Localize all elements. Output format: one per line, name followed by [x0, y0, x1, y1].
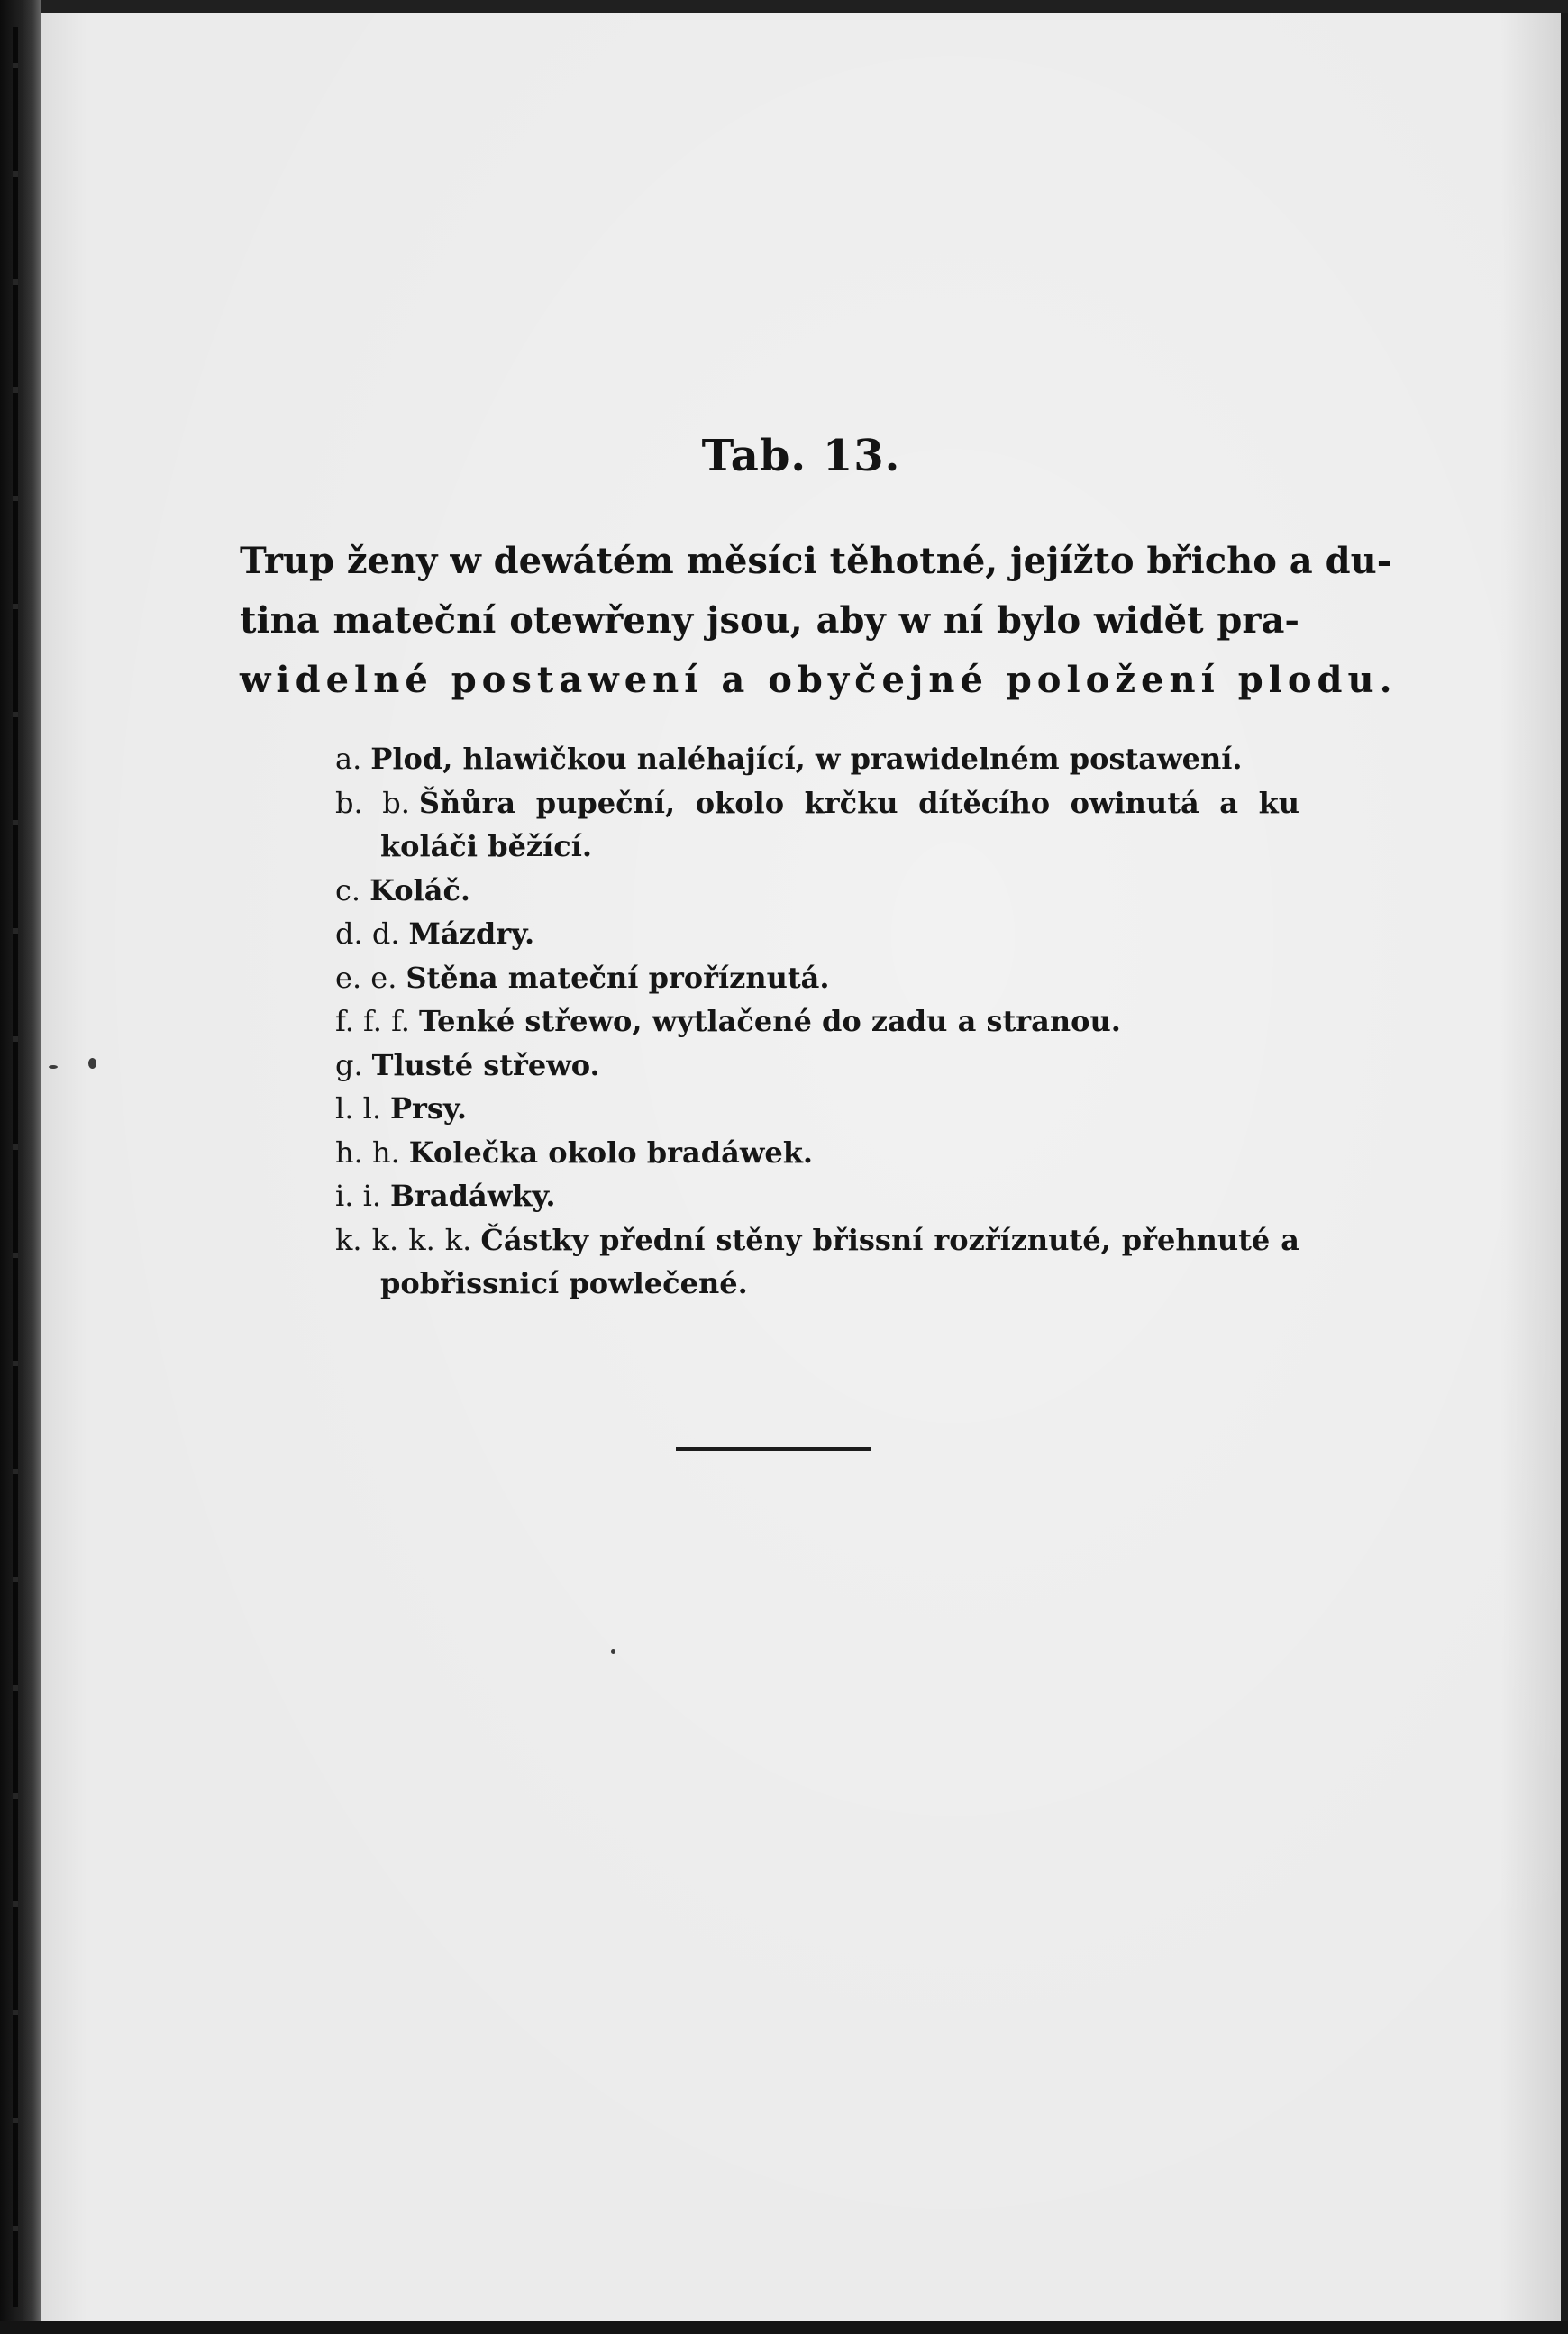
legend-item	[335, 737, 1299, 781]
legend-key: b. b.	[335, 785, 410, 820]
legend-text: Mázdry.	[408, 916, 535, 951]
section-divider	[676, 1447, 871, 1451]
legend-text: Tlusté střewo.	[371, 1047, 600, 1082]
scan-speck	[611, 1649, 615, 1654]
scan-speck	[49, 1065, 58, 1069]
legend-key: f. f. f.	[335, 1004, 410, 1038]
figure-legend	[335, 737, 1299, 1306]
scan-top-edge	[0, 0, 1568, 13]
legend-item	[335, 1087, 1299, 1131]
legend-key: d. d.	[335, 916, 400, 951]
legend-key: i. i.	[335, 1179, 381, 1213]
legend-text: Kolečka okolo bradáwek.	[408, 1135, 814, 1170]
scan-speck	[88, 1058, 96, 1069]
legend-item	[335, 869, 1299, 913]
caption-line-3: widelné postawení a obyčejné položení plodu.	[240, 659, 1398, 701]
legend-key: l. l.	[335, 1091, 381, 1126]
legend-item	[335, 999, 1299, 1044]
legend-item	[335, 1174, 1299, 1218]
book-binding-edge	[0, 0, 41, 2334]
legend-item	[335, 912, 1299, 956]
legend-key: a.	[335, 742, 362, 776]
legend-text: Šňůra pupeční, okolo krčku dítěcího owinutá a ku koláči běžící.	[380, 785, 1299, 863]
legend-text: Koláč.	[369, 872, 471, 907]
scan-bottom-edge	[0, 2321, 1568, 2334]
legend-text: Částky přední stěny břissní rozříznuté, přehnuté a pobřissnicí powlečené.	[380, 1222, 1299, 1300]
caption-line-1: Trup ženy w dewátém měsíci těhotné, jejížto břicho a du-	[240, 540, 1392, 582]
legend-item	[335, 781, 1299, 869]
legend-text: Tenké střewo, wytlačené do zadu a stranou.	[418, 1004, 1121, 1038]
caption-line-2: tina mateční otewřeny jsou, aby w ní bylo widět pra-	[240, 599, 1299, 642]
legend-key: e. e.	[335, 960, 397, 995]
legend-key: g.	[335, 1047, 363, 1082]
plate-caption	[240, 532, 1398, 710]
legend-text: Stěna mateční proříznutá.	[406, 960, 830, 995]
legend-item	[335, 1218, 1299, 1306]
legend-key: h. h.	[335, 1135, 400, 1170]
legend-key: k. k. k. k.	[335, 1222, 472, 1257]
legend-text: Plod, hlawičkou naléhající, w prawidelném postawení.	[370, 742, 1243, 776]
legend-text: Bradáwky.	[389, 1179, 556, 1213]
legend-item	[335, 1131, 1299, 1175]
legend-item	[335, 956, 1299, 1000]
plate-title: Tab. 13.	[701, 431, 901, 481]
legend-text: Prsy.	[389, 1091, 467, 1126]
legend-key: c.	[335, 872, 361, 907]
legend-item	[335, 1044, 1299, 1088]
